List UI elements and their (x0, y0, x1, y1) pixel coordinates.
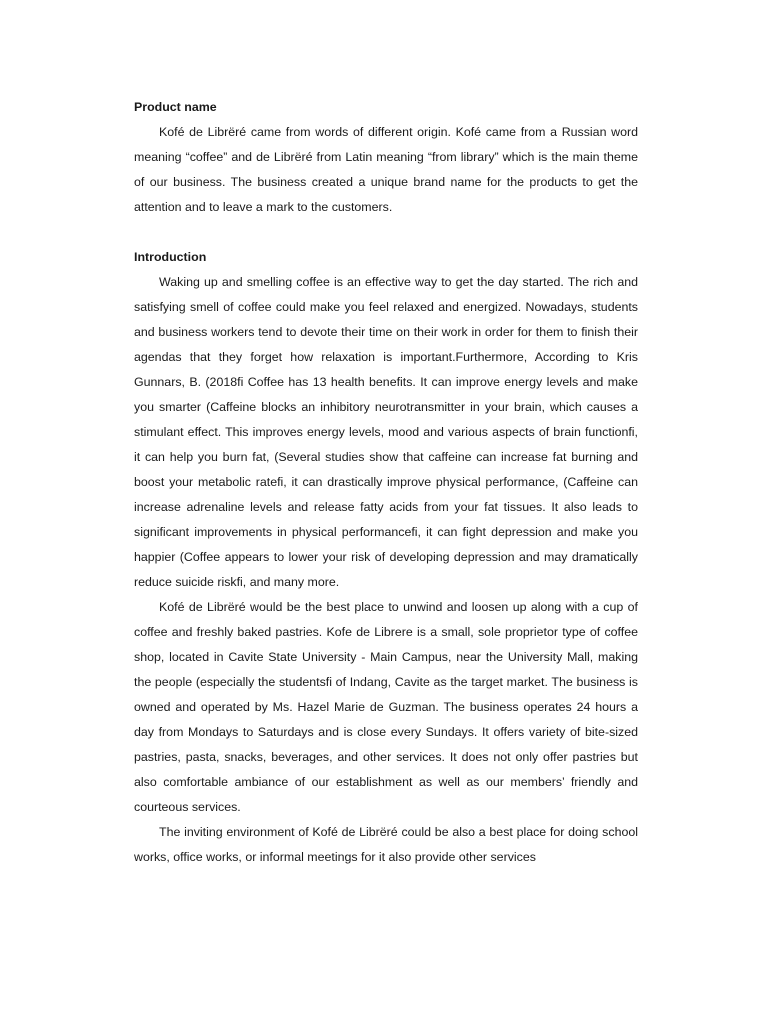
section-spacer (134, 220, 638, 245)
paragraph-intro-environment: The inviting environment of Kofé de Librëré could be also a best place for doing school works, office works, or informal meetings for it also provide other services (134, 825, 638, 864)
paragraph-product-name: Kofé de Librëré came from words of different origin. Kofé came from a Russian word meaning “coffee” and de Librëré from Latin meaning “from library” which is the main theme of our business. The business created a unique brand name for the products to get the attention and to leave a mark to the customers. (134, 125, 638, 214)
paragraph-intro-business-overview: Kofé de Librëré would be the best place to unwind and loosen up along with a cup of coffee and freshly baked pastries. Kofe de Librere is a small, sole proprietor type of coffee shop, located in Cavite State University - Main Campus, near the University Mall, making the people (especially the studentsfi of Indang, Cavite as the target market. The business is owned and operated by Ms. Hazel Marie de Guzman. The business operates 24 hours a day from Mondays to Saturdays and is close every Sundays. It offers variety of bite-sized pastries, pasta, snacks, beverages, and other services. It does not only offer pastries but also comfortable ambiance of our establishment as well as our members’ friendly and courteous services. (134, 600, 638, 814)
section-heading-introduction: Introduction (134, 250, 207, 264)
section-heading-product-name: Product name (134, 100, 217, 114)
paragraph-intro-coffee-benefits: Waking up and smelling coffee is an effective way to get the day started. The rich and satisfying smell of coffee could make you feel relaxed and energized. Nowadays, students and business workers tend to devote their time on their work in order for them to finish their agendas that they forget how relaxation is important.Furthermore, According to Kris Gunnars, B. (2018fi Coffee has 13 health benefits. It can improve energy levels and make you smarter (Caffeine blocks an inhibitory neurotransmitter in your brain, which causes a stimulant effect. This improves energy levels, mood and various aspects of brain functionfi, it can help you burn fat, (Several studies show that caffeine can increase fat burning and boost your metabolic ratefi, it can drastically improve physical performance, (Caffeine can increase adrenaline levels and release fatty acids from your fat tissues. It also leads to significant improvements in physical performancefi, it can fight depression and make you happier (Coffee appears to lower your risk of developing depression and may dramatically reduce suicide riskfi, and many more. (134, 275, 638, 589)
document-body (134, 95, 638, 870)
